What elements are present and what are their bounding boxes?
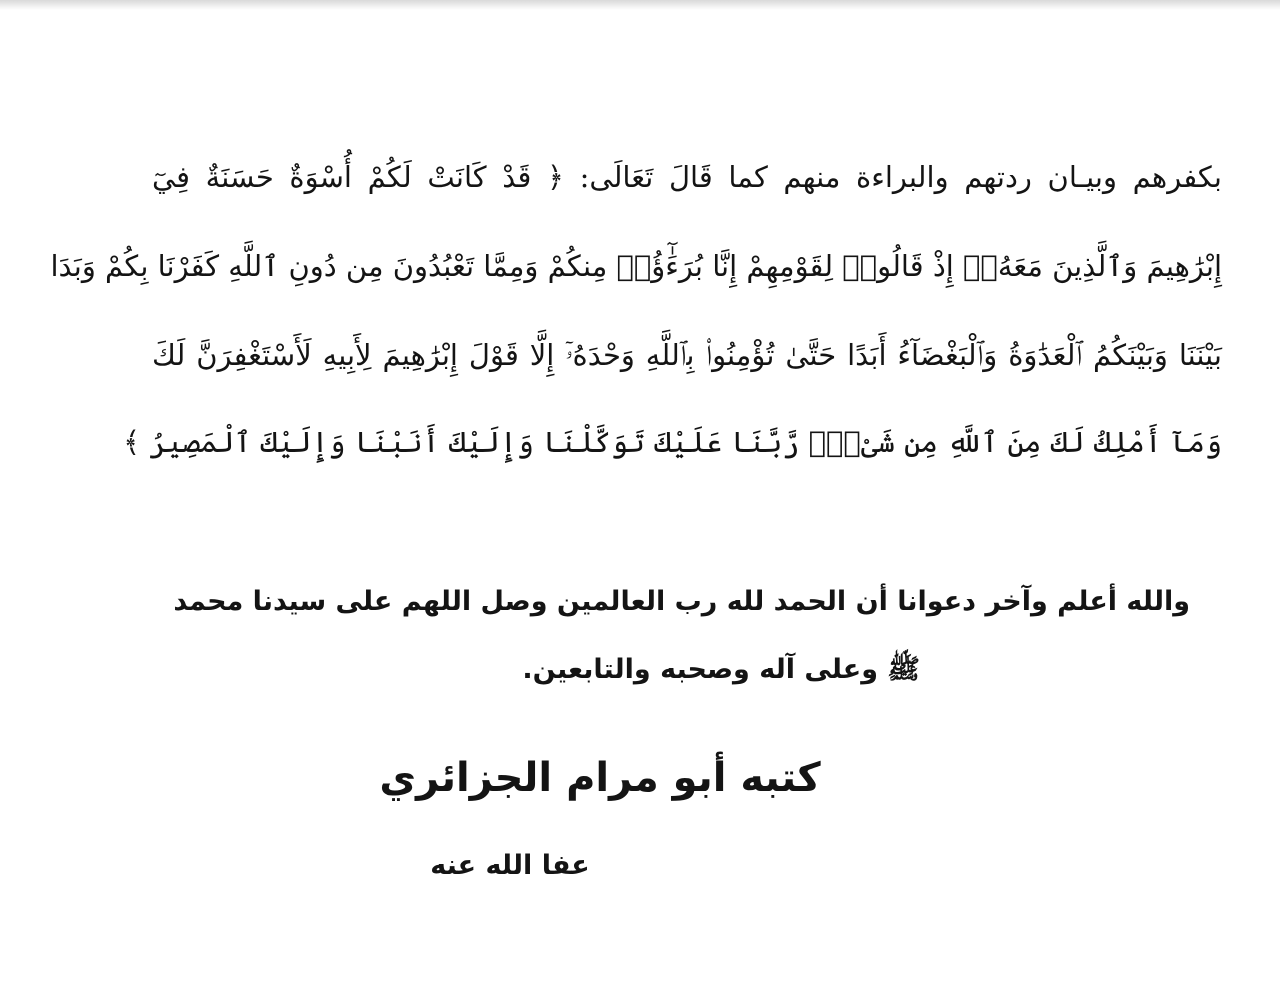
passage-line-2: إِبْرَٰهِيمَ وَٱلَّذِينَ مَعَهُۥٓ إِذْ قَالُوا۟ لِقَوْمِهِمْ إِنَّا بُرَءَٰٓؤُا۟ مِنكُمْ وَمِمَّا تَعْبُدُونَ مِن دُونِ ٱللَّهِ كَفَرْنَا بِكُمْ وَبَدَا: [50, 249, 1222, 283]
passage-line-1: بكفرهم وبيـان ردتهم والبراءة منهم كما قَالَ تَعَالَى: ﴿ قَدْ كَانَتْ لَكُمْ أُسْوَةٌ حَسَنَةٌ فِيٓ: [152, 160, 1222, 194]
top-edge-shadow: [0, 0, 1280, 10]
passage-line-3: بَيْنَنَا وَبَيْنَكُمُ ٱلْعَدَٰوَةُ وَٱلْبَغْضَآءُ أَبَدًا حَتَّىٰ تُؤْمِنُوا۟ بِٱللَّهِ وَحْدَهُۥٓ إِلَّا قَوْلَ إِبْرَٰهِيمَ لِأَبِيهِ لَأَسْتَغْفِرَنَّ لَكَ: [152, 338, 1222, 372]
passage-line-4: وَمَآ أَمْلِكُ لَكَ مِنَ ٱللَّهِ مِن شَىْءٍۖ رَّبَّنَا عَلَيْكَ تَوَكَّلْنَا وَإِلَيْكَ أَنَبْنَا وَإِلَيْكَ ٱلْمَصِيرُ ﴾: [123, 425, 1222, 459]
author-prayer: عفا الله عنه: [430, 850, 590, 881]
closing-supplication-line-2: ﷺ وعلى آله وصحبه والتابعين.: [522, 654, 920, 685]
author-signature: كتبه أبو مرام الجزائري: [379, 755, 821, 801]
closing-supplication-line-1: والله أعلم وآخر دعوانا أن الحمد لله رب العالمين وصل اللهم على سيدنا محمد: [173, 586, 1190, 617]
